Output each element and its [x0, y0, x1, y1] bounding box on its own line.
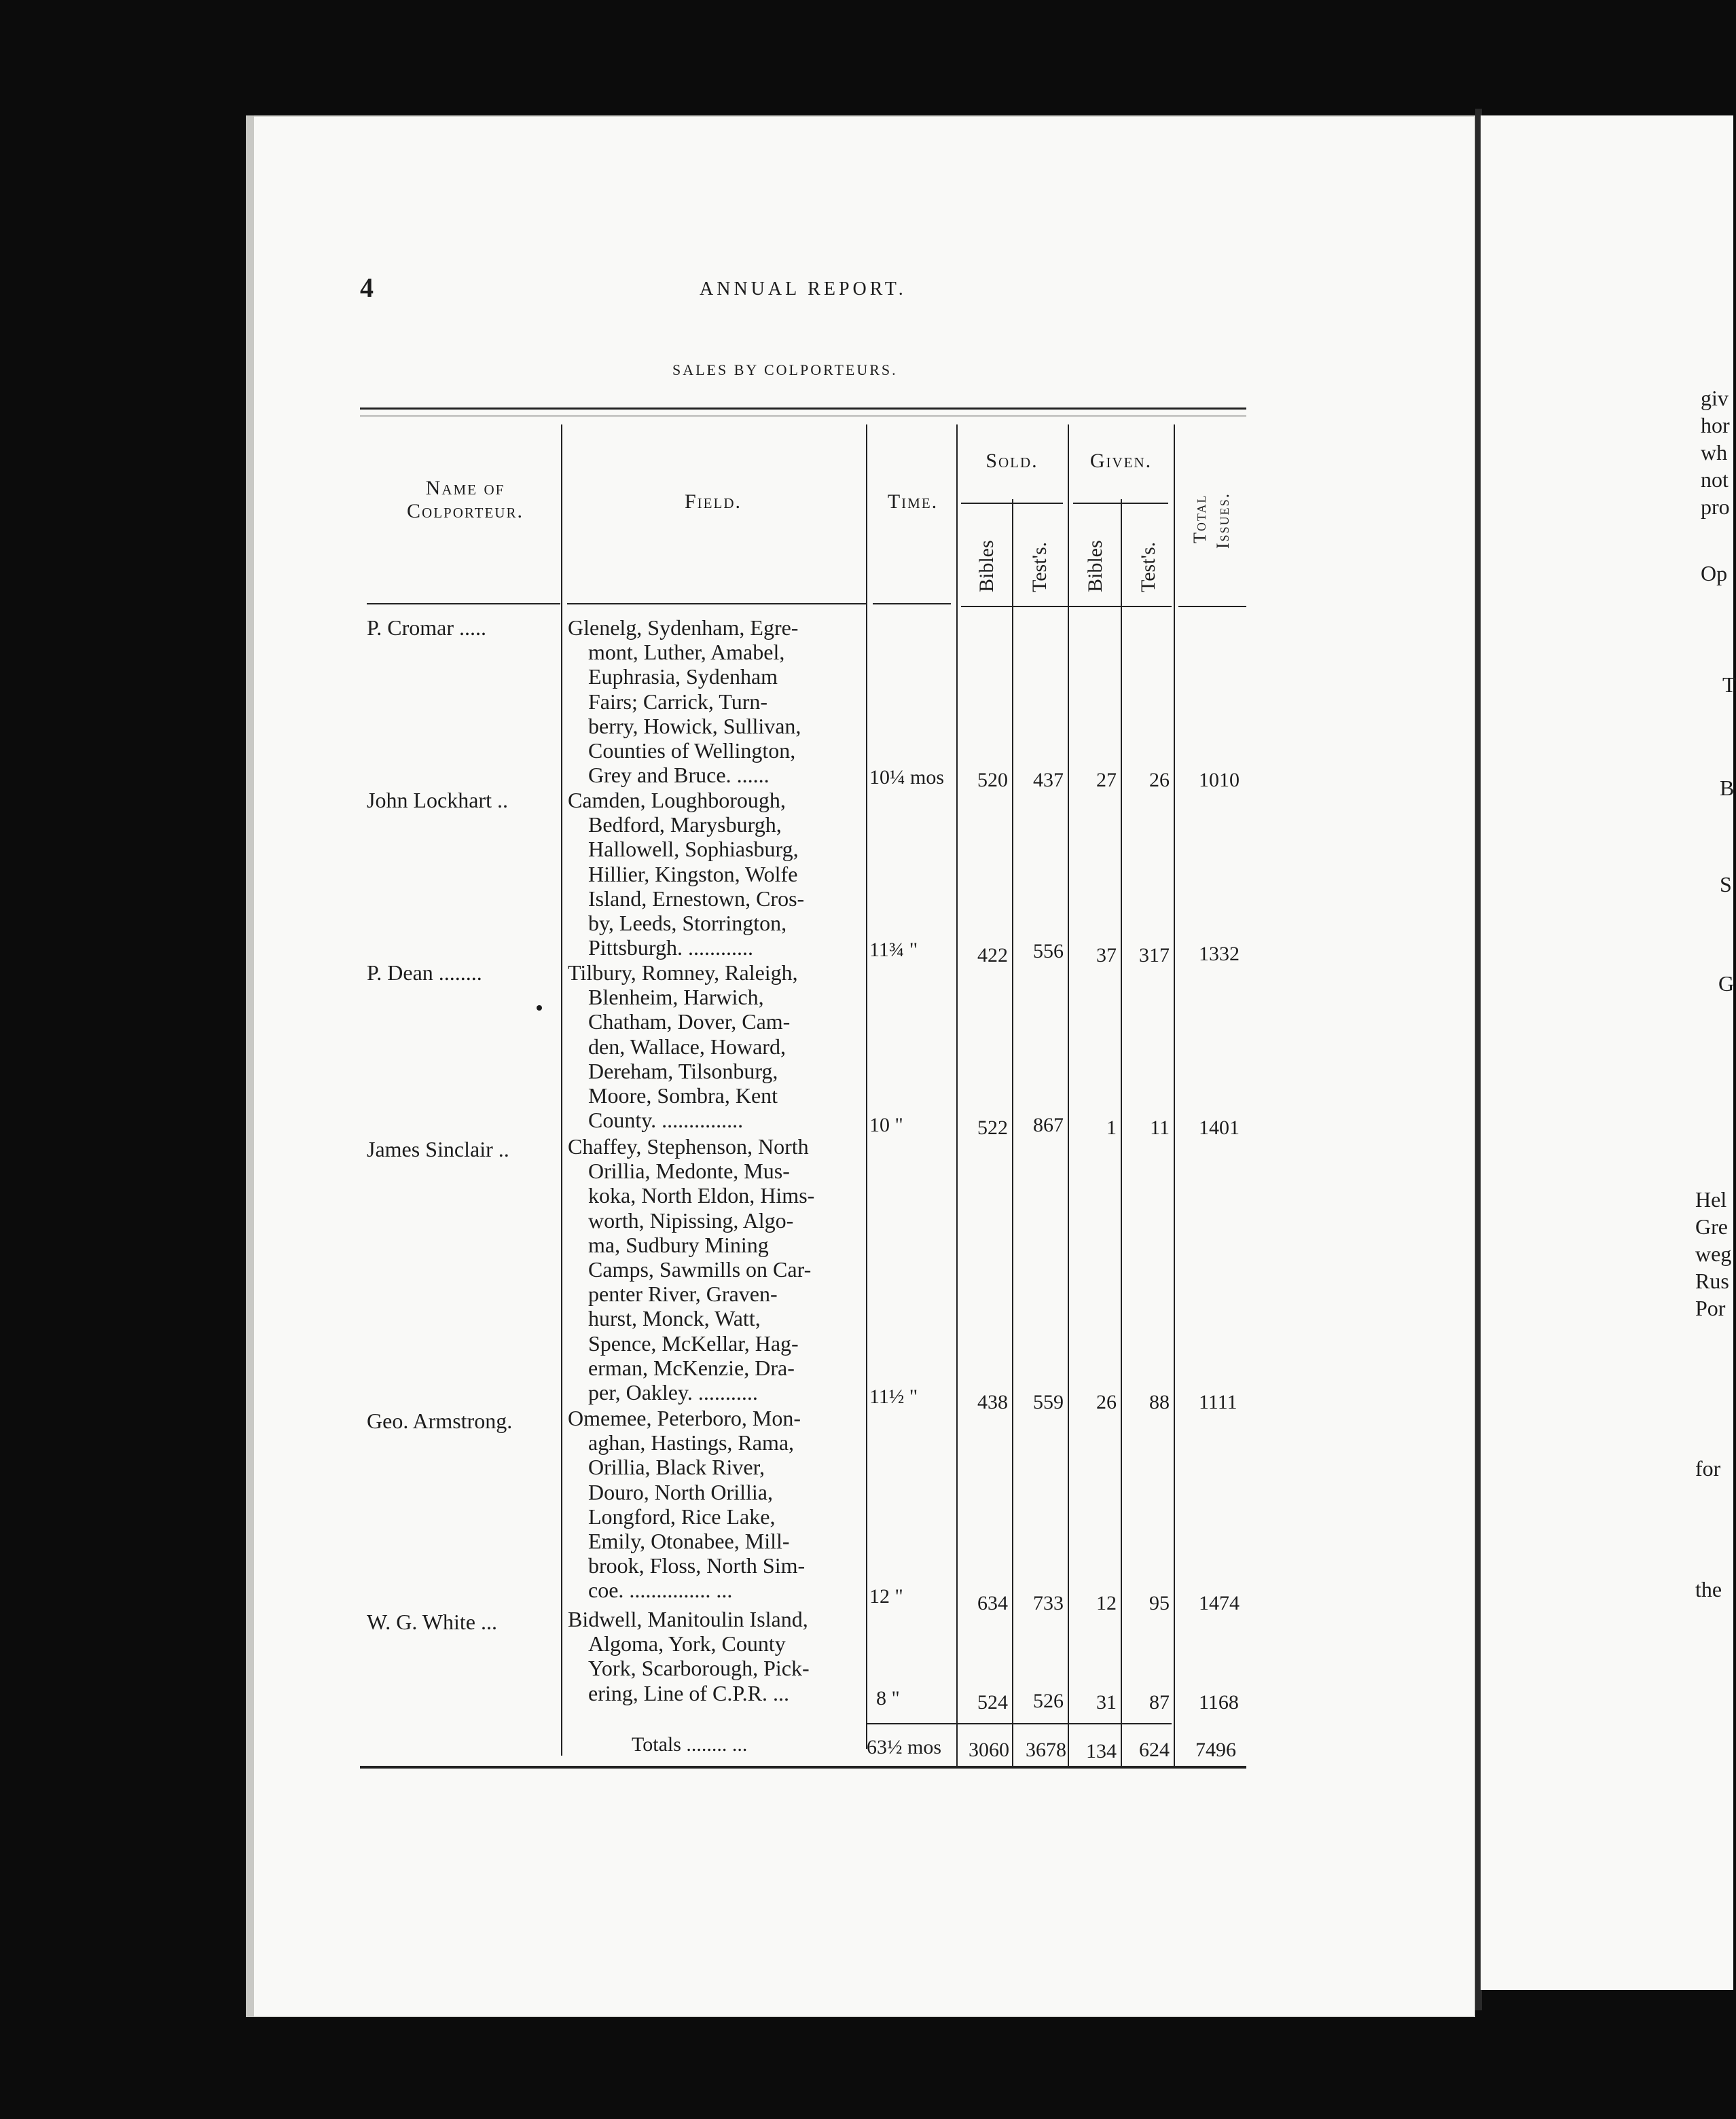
sold-tests: 526	[1033, 1690, 1064, 1712]
time-value: 10¼ mos	[869, 766, 945, 789]
time-value: 12 "	[869, 1585, 903, 1608]
left-page	[246, 115, 1475, 2017]
totals-sold-bibles: 3060	[969, 1739, 1009, 1761]
divider-name-field	[561, 424, 562, 1756]
field-description: Bidwell, Manitoulin Island, Algoma, York, County York, Scarborough, Pick- ering, Line of C.P.R. ...	[568, 1607, 810, 1705]
sold-bibles: 520	[977, 769, 1008, 791]
given-bibles: 1	[1106, 1117, 1117, 1139]
given-bibles: 12	[1096, 1592, 1117, 1614]
right-fragment: the	[1695, 1577, 1722, 1601]
total-issues: 1474	[1199, 1592, 1240, 1614]
totals-sold-tests: 3678	[1026, 1739, 1066, 1761]
right-fragment: B	[1720, 776, 1735, 800]
right-fragment: not	[1701, 467, 1729, 492]
sold-bibles: 522	[977, 1117, 1008, 1139]
time-value: 11½ "	[869, 1386, 918, 1408]
divider-given-total	[1174, 424, 1175, 1766]
colporteur-name: Geo. Armstrong.	[367, 1409, 513, 1433]
running-head: ANNUAL REPORT.	[700, 278, 907, 300]
sold-bibles: 524	[977, 1691, 1008, 1714]
header-name: Name of Colporteur.	[407, 477, 524, 522]
sold-tests: 867	[1033, 1114, 1064, 1136]
right-fragment: Rus	[1695, 1269, 1729, 1293]
right-fragment: Por	[1695, 1296, 1726, 1320]
divider-time-sold	[956, 424, 958, 1766]
bottom-rule	[360, 1766, 1246, 1769]
header-sold-bibles: Bibles	[975, 540, 998, 592]
top-rule	[360, 408, 1246, 410]
given-tests: 26	[1149, 769, 1170, 791]
sold-tests: 559	[1033, 1391, 1064, 1413]
colporteur-name: John Lockhart ..	[367, 788, 508, 812]
total-issues: 1010	[1199, 769, 1240, 791]
given-tests: 88	[1149, 1391, 1170, 1413]
sold-bibles: 422	[977, 944, 1008, 966]
totals-rule	[866, 1723, 1172, 1724]
right-page	[1481, 115, 1733, 1990]
right-fragment: weg	[1695, 1242, 1732, 1266]
given-tests: 11	[1150, 1117, 1170, 1139]
given-bibles: 31	[1096, 1691, 1117, 1714]
right-fragment: for	[1695, 1456, 1721, 1481]
totals-issues: 7496	[1195, 1739, 1236, 1761]
totals-label: Totals ........ ...	[632, 1733, 748, 1756]
header-given-tests: Test's.	[1137, 541, 1159, 592]
header-field: Field.	[685, 490, 742, 513]
table-title: SALES BY COLPORTEURS.	[672, 361, 898, 378]
header-underline-name	[367, 603, 560, 604]
colporteur-name: P. Dean ........	[367, 960, 482, 985]
given-bibles: 37	[1096, 944, 1117, 966]
right-fragment: Gre	[1695, 1214, 1728, 1239]
sold-bibles: 438	[977, 1391, 1008, 1413]
total-issues: 1111	[1199, 1391, 1237, 1413]
total-issues: 1332	[1199, 943, 1240, 965]
header-total-line1: Total	[1190, 494, 1210, 543]
time-value: 8 "	[876, 1687, 900, 1709]
totals-time: 63½ mos	[867, 1736, 942, 1758]
field-description: Tilbury, Romney, Raleigh, Blenheim, Harwich, Chatham, Dover, Cam- den, Wallace, Howard, Dereham, Tilsonburg, Moore, Sombra, Kent County. ...............	[568, 960, 798, 1133]
total-issues: 1168	[1199, 1691, 1239, 1714]
header-underline-total	[1178, 606, 1246, 607]
header-total-line2: Issues.	[1213, 492, 1233, 549]
field-description: Chaffey, Stephenson, North Orillia, Medonte, Mus- koka, North Eldon, Hims- worth, Nipissing, Algo- ma, Sudbury Mining Camps, Sawmills on Car- penter River, Graven- hurst, Monck, Watt, Spence, McKellar, Hag- erman, McKenzie, Dra- per, Oakley. ...........	[568, 1134, 815, 1405]
field-description: Camden, Loughborough, Bedford, Marysburgh, Hallowell, Sophiasburg, Hillier, Kingston, Wolfe Island, Ernestown, Cros- by, Leeds, Storrington, Pittsburgh. ............	[568, 788, 805, 960]
given-tests: 87	[1149, 1691, 1170, 1714]
header-underline-time	[873, 603, 951, 604]
right-fragment: G	[1718, 971, 1735, 996]
header-time: Time.	[887, 490, 939, 513]
right-fragment: wh	[1701, 440, 1728, 465]
header-given: Given.	[1089, 450, 1153, 472]
sold-tests: 437	[1033, 769, 1064, 791]
colporteur-name: W. G. White ...	[367, 1610, 497, 1634]
colporteur-name: P. Cromar .....	[367, 615, 486, 640]
right-fragment: S	[1720, 872, 1732, 896]
right-fragment: T	[1722, 672, 1736, 697]
page-number: 4	[360, 272, 374, 303]
divider-field-time	[866, 424, 867, 1749]
sold-tests: 733	[1033, 1592, 1064, 1614]
field-description: Glenelg, Sydenham, Egre- mont, Luther, Amabel, Euphrasia, Sydenham Fairs; Carrick, Turn- berry, Howick, Sullivan, Counties of Wellington, Grey and Bruce. ......	[568, 615, 801, 788]
right-fragment: pro	[1701, 494, 1730, 519]
header-underline-field	[567, 603, 866, 604]
ink-speck	[537, 1005, 542, 1011]
colporteur-name: James Sinclair ..	[367, 1137, 509, 1161]
time-value: 10 "	[869, 1114, 903, 1136]
sold-tests: 556	[1033, 940, 1064, 962]
header-given-bibles: Bibles	[1084, 540, 1106, 592]
given-tests: 317	[1139, 944, 1170, 966]
given-bibles: 26	[1096, 1391, 1117, 1413]
given-tests: 95	[1149, 1592, 1170, 1614]
right-fragment: Op	[1701, 561, 1728, 585]
totals-given-bibles: 134	[1086, 1740, 1117, 1762]
divider-sold-given	[1068, 424, 1069, 1766]
right-fragment: hor	[1701, 413, 1730, 437]
header-sold-tests: Test's.	[1028, 541, 1051, 592]
header-underline-given	[1073, 503, 1168, 504]
total-issues: 1401	[1199, 1117, 1240, 1139]
right-fragment: giv	[1701, 386, 1729, 410]
field-description: Omemee, Peterboro, Mon- aghan, Hastings, Rama, Orillia, Black River, Douro, North Orillia, Longford, Rice Lake, Emily, Otonabee, Mill- brook, Floss, North Sim- coe. ............... ...	[568, 1406, 806, 1603]
header-underline-sold	[961, 503, 1063, 504]
given-bibles: 27	[1096, 769, 1117, 791]
sold-bibles: 634	[977, 1592, 1008, 1614]
right-fragment: Hel	[1695, 1187, 1727, 1212]
header-underline-subcols	[961, 606, 1172, 607]
header-sold: Sold.	[985, 450, 1038, 472]
totals-given-tests: 624	[1139, 1739, 1170, 1761]
time-value: 11¾ "	[869, 939, 918, 961]
